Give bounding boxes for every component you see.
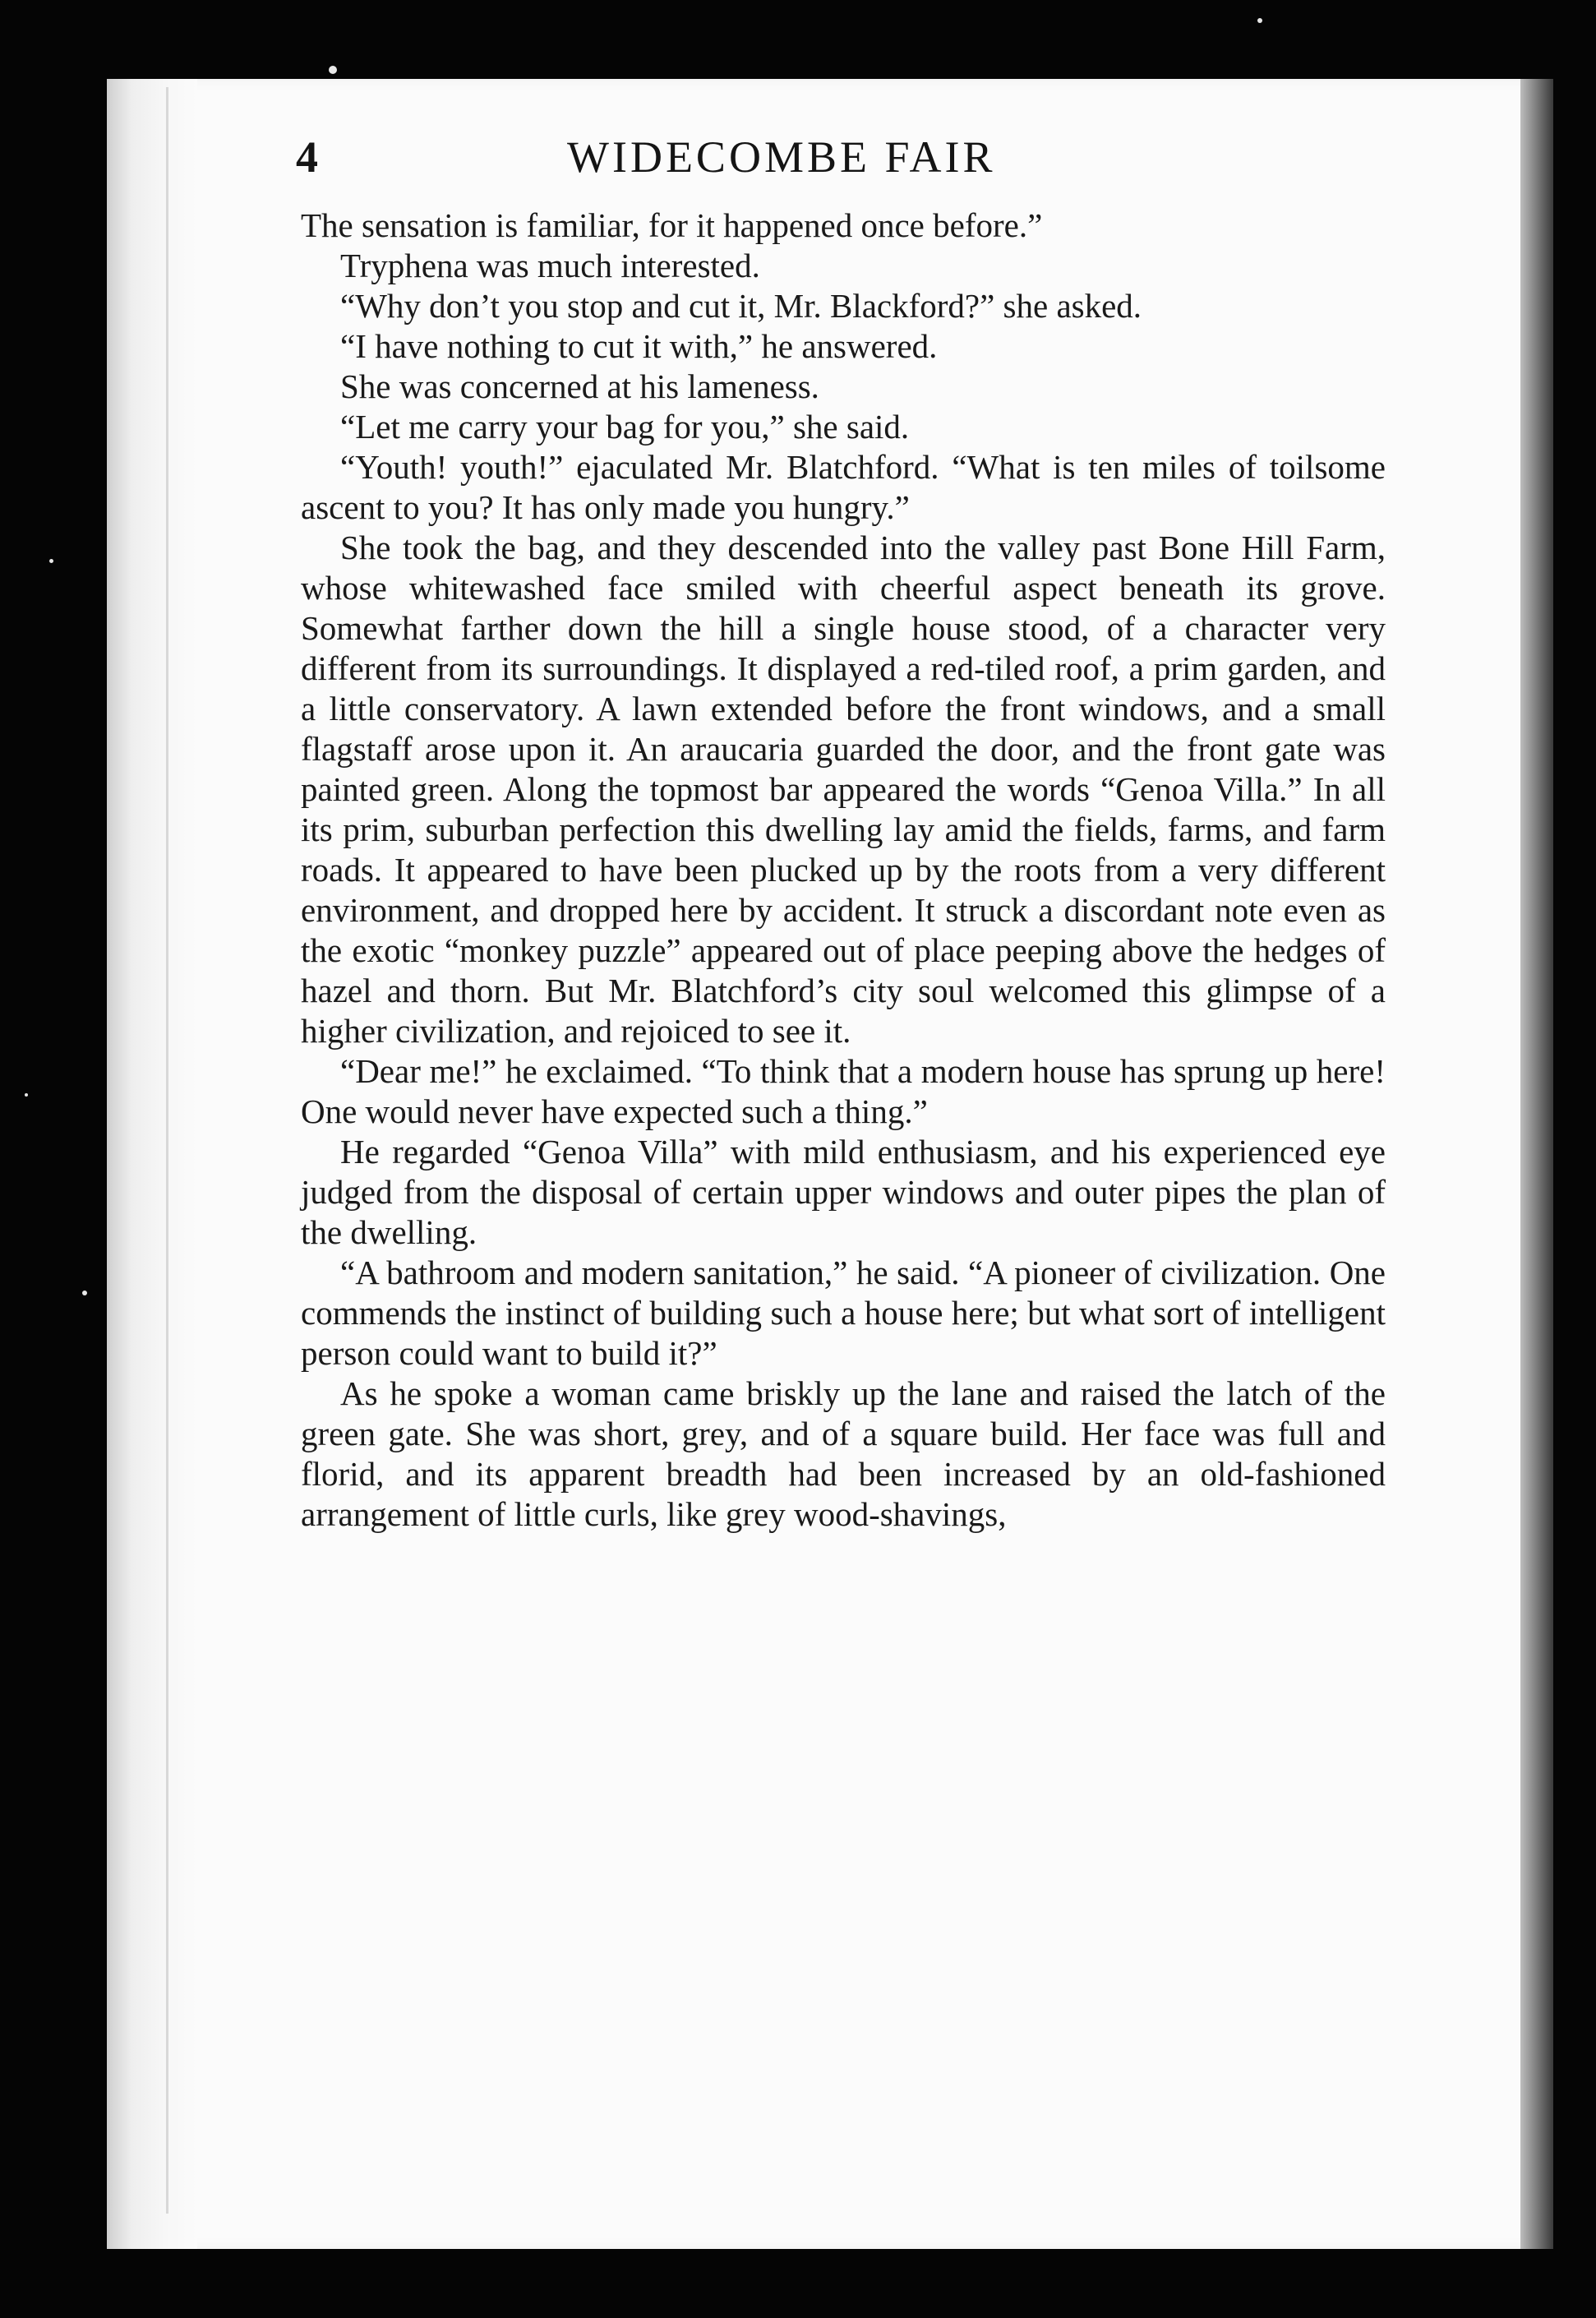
page-right-edge <box>1520 79 1553 2249</box>
paragraph: She took the bag, and they descended into the valley past Bone Hill Farm, whose whitewashed face smiled with cheerful aspect beneath its grove. Somewhat farther down the hill a single house stood, of a character very different from its surroundings. It displayed a red-tiled roof, a prim garden, and a little conservatory. A lawn extended before the front windows, and a small flagstaff arose upon it. An araucaria guarded the door, and the front gate was painted green. Along the topmost bar appeared the words “Genoa Villa.” In all its prim, suburban perfection this dwelling lay amid the fields, farms, and farm roads. It appeared to have been plucked up by the roots from a very different environment, and dropped here by accident. It struck a discordant note even as the exotic “monkey puzzle” appeared out of place peeping above the hedges of hazel and thorn. But Mr. Blatchford’s city soul welcomed this glimpse of a higher civilization, and rejoiced to see it. <box>301 529 1386 1050</box>
paragraph: As he spoke a woman came briskly up the lane and raised the latch of the green gate. She was short, grey, and of a square build. Her face was full and florid, and its apparent breadth had been increased by an old-fashioned arrangement of little curls, like grey wood-shavings, <box>301 1374 1386 1533</box>
paragraph: “A bathroom and modern sanitation,” he said. “A pioneer of civilization. One commends the instinct of building such a house here; but what sort of intelligent person could want to build it?” <box>301 1254 1386 1372</box>
page-number: 4 <box>296 132 318 182</box>
paragraph: “Youth! youth!” ejaculated Mr. Blatchford. “What is ten miles of toilsome ascent to you? It has only made you hungry.” <box>301 448 1386 526</box>
paragraph: “Let me carry your bag for you,” she said. <box>340 408 910 446</box>
paragraph: “Why don’t you stop and cut it, Mr. Blackford?” she asked. <box>340 287 1142 325</box>
paragraph-continuation: The sensation is familiar, for it happened once before.” <box>301 206 1043 244</box>
running-title: WIDECOMBE FAIR <box>567 132 996 182</box>
scan-speck <box>329 66 337 74</box>
paragraph: He regarded “Genoa Villa” with mild enthusiasm, and his experienced eye judged from the disposal of certain upper windows and outer pipes the plan of the dwelling. <box>301 1133 1386 1251</box>
page-gutter <box>107 79 197 2249</box>
paragraph: She was concerned at his lameness. <box>340 367 819 405</box>
scan-speck <box>1257 18 1262 23</box>
paragraph: “I have nothing to cut it with,” he answered. <box>340 327 938 365</box>
scan-speck <box>49 559 53 563</box>
paragraph: “Dear me!” he exclaimed. “To think that a modern house has sprung up here! One would never have expected such a thing.” <box>301 1052 1386 1130</box>
page-header <box>296 132 1282 189</box>
paragraph: Tryphena was much interested. <box>340 247 760 284</box>
scan-speck <box>25 1093 28 1097</box>
body-text <box>301 205 1386 1535</box>
scan-speck <box>82 1291 87 1295</box>
